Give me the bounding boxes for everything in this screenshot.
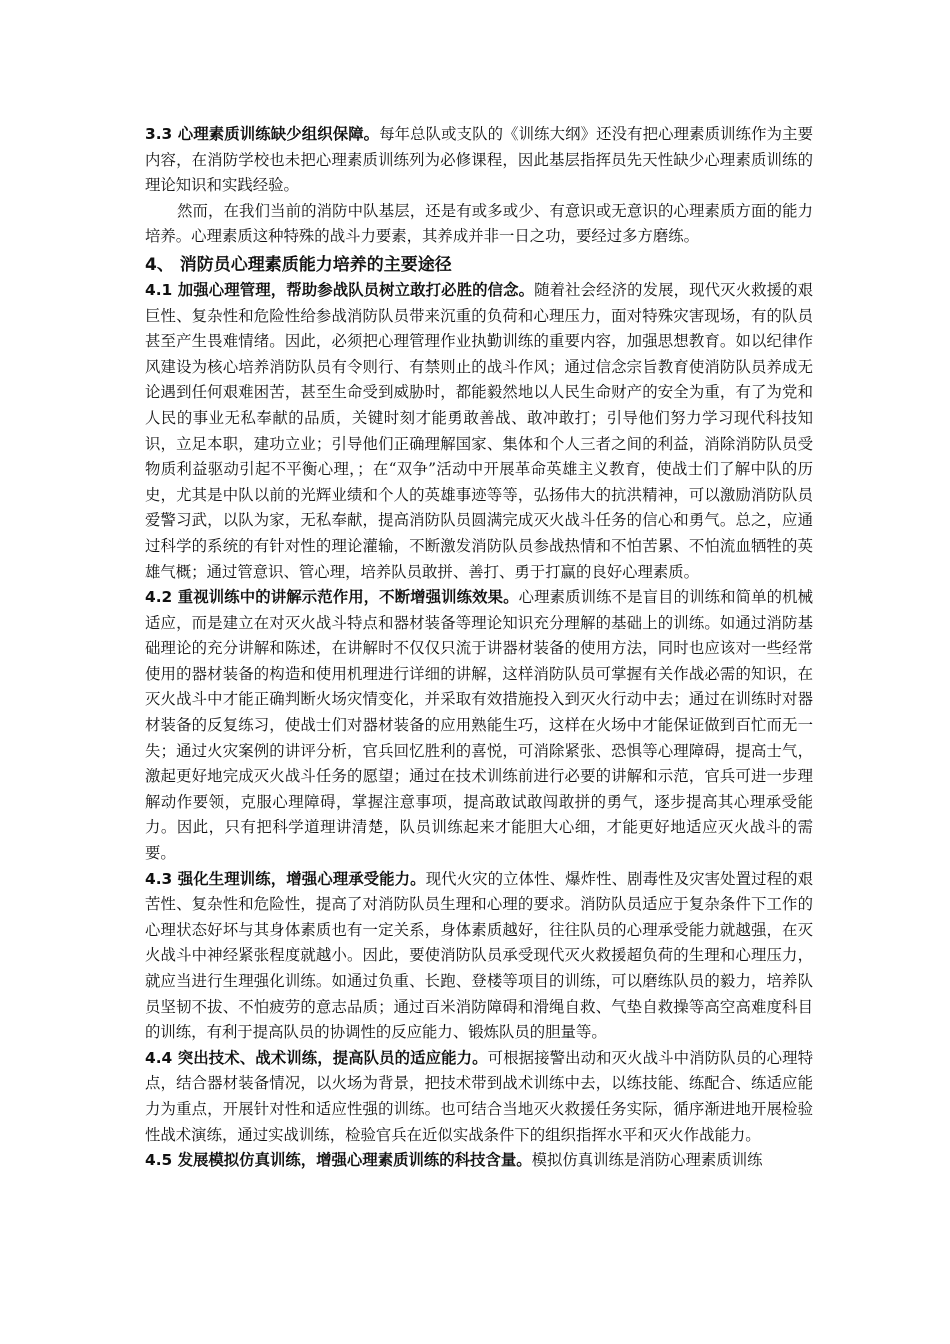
section-4-4-paragraph <box>145 1046 813 1148</box>
section-4-5-heading: 4.5 发展模拟仿真训练，增强心理素质训练的科技含量。 <box>145 1151 532 1170</box>
chapter-4-heading: 4、 消防员心理素质能力培养的主要途径 <box>145 254 452 275</box>
section-4-2-paragraph <box>145 585 813 867</box>
section-3-3-heading: 3.3 心理素质训练缺少组织保障。 <box>145 125 380 143</box>
however-paragraph: 然而，在我们当前的消防中队基层，还是有或多或少、有意识或无意识的心理素质方面的能力培养。心理素质这种特殊的战斗力要素，其养成并非一日之功，要经过多方磨练。 <box>145 201 813 246</box>
section-4-4-heading: 4.4 突出技术、战术训练，提高队员的适应能力。 <box>145 1048 488 1067</box>
section-4-5-paragraph <box>145 1148 813 1174</box>
section-3-3-paragraph <box>145 122 813 199</box>
section-4-3-text: 现代火灾的立体性、爆炸性、剧毒性及灾害处置过程的艰苦性、复杂性和危险性，提高了对消防队员生理和心理的要求。消防队员适应于复杂条件下工作的心理状态好坏与其身体素质也有一定关系，身体素质越好，往往队员的心理承受能力就越强，在灭火战斗中神经紧张程度就越小。因此，要使消防队员承受现代灭火救援超负荷的生理和心理压力，就应当进行生理强化训练。如通过负重、长跑、登楼等项目的训练，可以磨练队员的毅力，培养队员坚韧不拔、不怕疲劳的意志品质；通过百米消防障碍和滑绳自救、气垫自救操等高空高难度科目的训练，有利于提高队员的协调性的反应能力、锻炼队员的胆量等。 <box>145 869 813 1042</box>
section-4-3-heading: 4.3 强化生理训练，增强心理承受能力。 <box>145 869 426 888</box>
section-4-3-paragraph <box>145 867 813 1046</box>
section-4-2-text: 心理素质训练不是盲目的训练和简单的机械适应，而是建立在对灭火战斗特点和器材装备等理论知识充分理解的基础上的训练。如通过消防基础理论的充分讲解和陈述，在讲解时不仅仅只流于讲器材装备的使用方法，同时也应该对一些经常使用的器材装备的构造和使用机理进行详细的讲解，这样消防队员可掌握有关作战必需的知识，在灭火战斗中才能正确判断火场灾情变化，并采取有效措施投入到灭火行动中去；通过在训练时对器材装备的反复练习，使战士们对器材装备的应用熟能生巧，这样在火场中才能保证做到百忙而无一失；通过火灾案例的讲评分析，官兵回忆胜利的喜悦，可消除紧张、恐惧等心理障碍，提高士气，激起更好地完成灭火战斗任务的愿望；通过在技术训练前进行必要的讲解和示范，官兵可进一步理解动作要领，克服心理障碍，掌握注意事项，提高敢试敢闯敢拼的勇气，逐步提高其心理承受能力。因此，只有把科学道理讲清楚，队员训练起来才能胆大心细，才能更好地适应灭火战斗的需要。 <box>145 588 813 863</box>
section-3-3-text: 每年总队或支队的《训练大纲》还没有把心理素质训练作为主要内容，在消防学校也未把心理素质训练列为必修课程，因此基层指挥员先天性缺少心理素质训练的理论知识和实践经验。 <box>145 125 813 195</box>
section-4-2-heading: 4.2 重视训练中的讲解示范作用，不断增强训练效果。 <box>145 588 519 607</box>
section-4-1-heading: 4.1 加强心理管理，帮助参战队员树立敢打必胜的信念。 <box>145 280 535 299</box>
section-4-4-text: 可根据接警出动和灭火战斗中消防队员的心理特点，结合器材装备情况，以火场为背景，把技术带到战术训练中去，以练技能、练配合、练适应能力为重点，开展针对性和适应性强的训练。也可结合当地灭火救援任务实际，循序渐进地开展检验性战术演练，通过实战训练，检验官兵在近似实战条件下的组织指挥水平和灭火作战能力。 <box>145 1048 813 1144</box>
section-4-1-text: 随着社会经济的发展，现代灭火救援的艰巨性、复杂性和危险性给参战消防队员带来沉重的负荷和心理压力，面对特殊灾害现场，有的队员甚至产生畏难情绪。因此，必须把心理管理作业执勤训练的重要内容，加强思想教育。如以纪律作风建设为核心培养消防队员有令则行、有禁则止的战斗作风；通过信念宗旨教育使消防队员养成无论遇到任何艰难困苦，甚至生命受到威胁时，都能毅然地以人民生命财产的安全为重，有了为党和人民的事业无私奉献的品质，关键时刻才能勇敢善战、敢冲敢打；引导他们努力学习现代科技知识，立足本职，建功立业；引导他们正确理解国家、集体和个人三者之间的利益，消除消防队员受物质利益驱动引起不平衡心理，；在“双争”活动中开展革命英雄主义教育，使战士们了解中队的历史，尤其是中队以前的光辉业绩和个人的英雄事迹等等，弘扬伟大的抗洪精神，可以激励消防队员爱警习武，以队为家，无私奉献，提高消防队员圆满完成灭火战斗任务的信心和勇气。总之，应通过科学的系统的有针对性的理论灌输，不断激发消防队员参战热情和不怕苦累、不怕流血牺牲的英雄气概；通过管意识、管心理，培养队员敢拼、善打、勇于打赢的良好心理素质。 <box>145 280 813 581</box>
section-4-1-paragraph <box>145 278 813 585</box>
document-page <box>145 122 813 1174</box>
section-4-5-text: 模拟仿真训练是消防心理素质训练 <box>531 1151 763 1170</box>
